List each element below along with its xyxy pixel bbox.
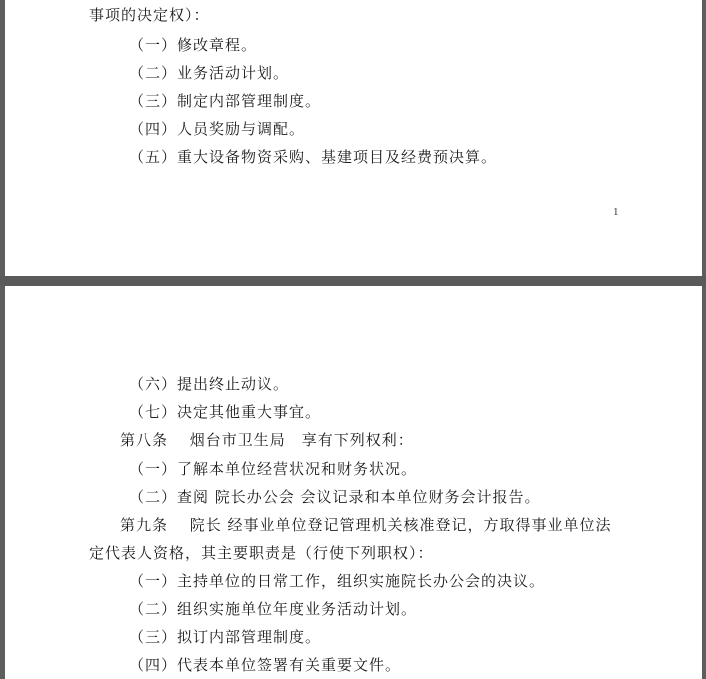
text-line: （三）拟订内部管理制度。: [129, 628, 322, 646]
text-line: （二）查阅 院长办公会 会议记录和本单位财务会计报告。: [129, 488, 541, 506]
document-page-2: [5, 286, 702, 679]
text-line: （七）决定其他重大事宜。: [129, 403, 322, 421]
page-separator: [0, 276, 706, 286]
text-line: （四）代表本单位签署有关重要文件。: [129, 656, 402, 674]
text-line: （六）提出终止动议。: [129, 375, 290, 393]
article-heading-line: 第九条 院长 经事业单位登记管理机关核准登记，方取得事业单位法: [120, 516, 612, 534]
page-number: 1: [613, 206, 619, 218]
text-line: （五）重大设备物资采购、基建项目及经费预决算。: [129, 148, 498, 166]
text-line: （四）人员奖励与调配。: [129, 120, 306, 138]
text-line: （二）组织实施单位年度业务活动计划。: [129, 600, 418, 618]
article-heading-line: 第八条 烟台市卫生局 享有下列权利：: [120, 431, 414, 449]
text-line: 定代表人资格，其主要职责是（行使下列职权）：: [89, 544, 434, 562]
text-line: （一）了解本单位经营状况和财务状况。: [129, 460, 418, 478]
text-line: （三）制定内部管理制度。: [129, 92, 322, 110]
text-line: 事项的决定权）：: [89, 6, 210, 24]
document-page-1: [5, 0, 702, 276]
text-line: （一）修改章程。: [129, 36, 258, 54]
text-line: （二）业务活动计划。: [129, 64, 290, 82]
text-line: （一）主持单位的日常工作，组织实施院长办公会的决议。: [129, 572, 546, 590]
